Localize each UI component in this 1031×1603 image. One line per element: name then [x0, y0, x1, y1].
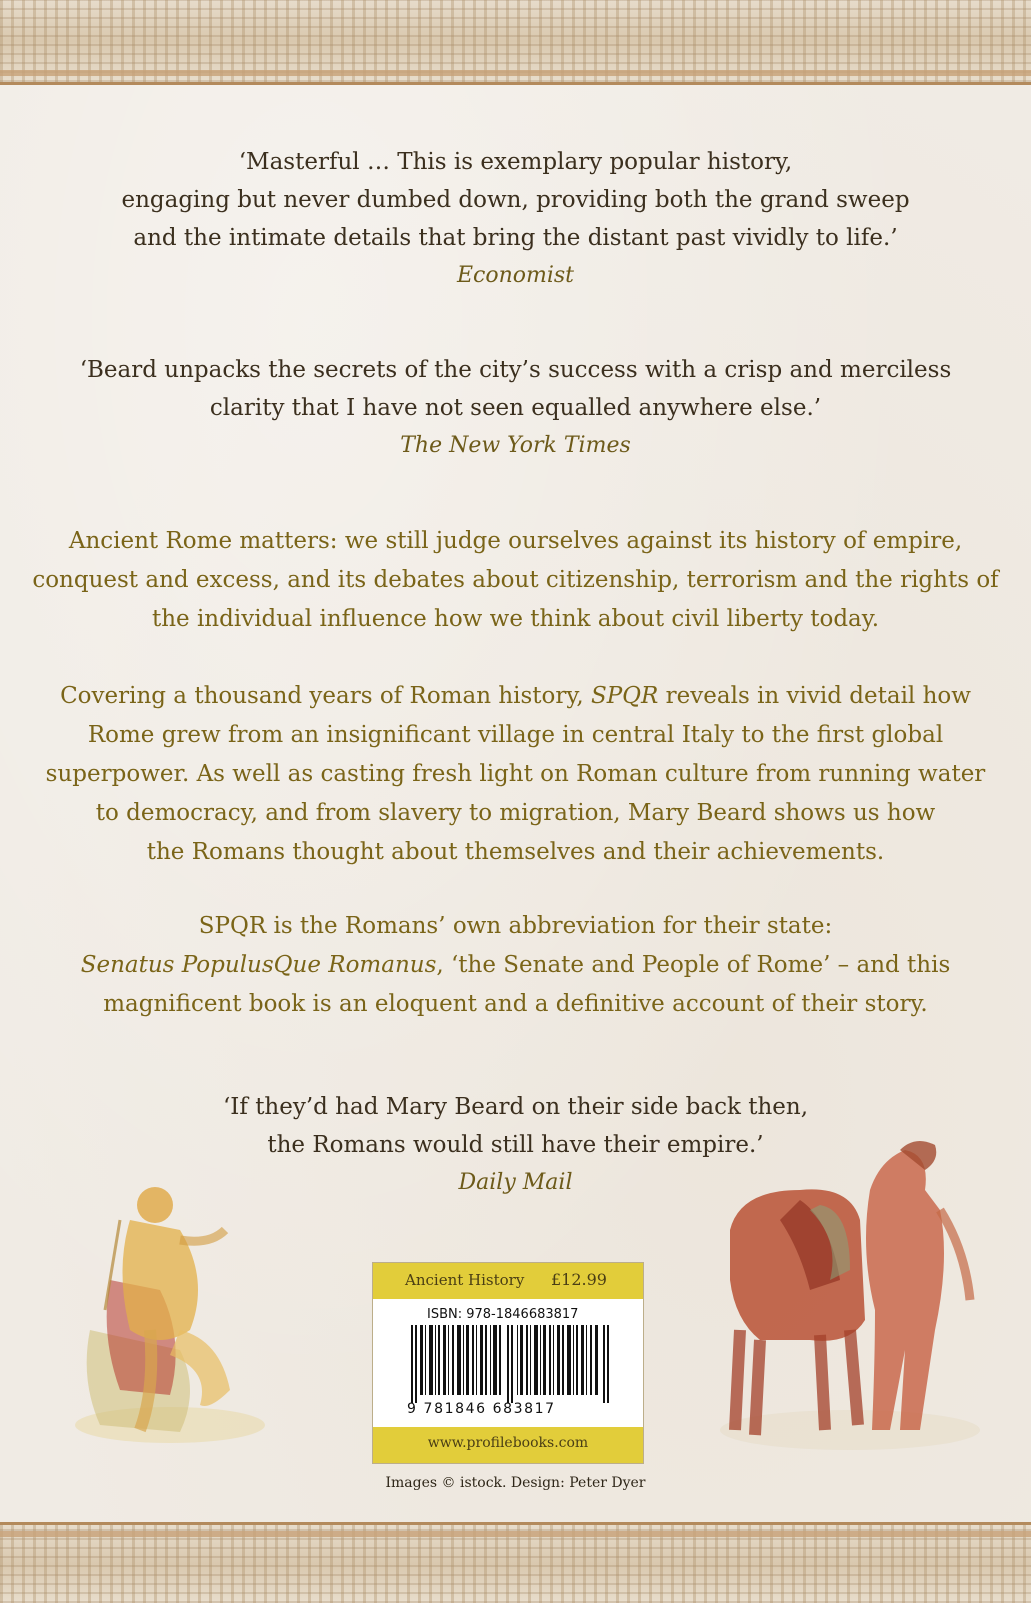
- publisher-url: www.profilebooks.com: [427, 1435, 589, 1451]
- blurb-line: SPQR is the Romans’ own abbreviation for their state:: [198, 913, 833, 939]
- blurb-text: reveals in vivid detail how: [658, 683, 971, 709]
- book-title-italic: SPQR: [590, 683, 659, 709]
- blurb-paragraph-1: [0, 522, 1031, 639]
- bottom-decorative-border: [0, 1522, 1031, 1603]
- blurb-line: Rome grew from an insignificant village in central Italy to the first global: [87, 722, 944, 748]
- barcode-digits: 9 781846 683817: [407, 1401, 556, 1417]
- blurb-paragraph-2: [0, 677, 1031, 872]
- blurb-line: magnificent book is an eloquent and a definitive account of their story.: [103, 991, 928, 1017]
- quote-line: and the intimate details that bring the distant past vividly to life.’: [133, 225, 898, 251]
- blurb-line: conquest and excess, and its debates about citizenship, terrorism and the rights of: [32, 567, 999, 593]
- blurb-line: superpower. As well as casting fresh light on Roman culture from running water: [45, 761, 986, 787]
- blurb-line: the individual influence how we think about civil liberty today.: [151, 606, 880, 632]
- quote-line: the Romans would still have their empire.’: [267, 1132, 764, 1158]
- latin-phrase-italic: Senatus PopulusQue Romanus: [80, 952, 437, 978]
- horse-and-man-fresco-image: [700, 1130, 1000, 1460]
- blurb-paragraph-3: [0, 907, 1031, 1024]
- quote-source: Daily Mail: [458, 1170, 573, 1195]
- quote-source: The New York Times: [400, 433, 631, 458]
- quote-line: ‘If they’d had Mary Beard on their side back then,: [222, 1094, 809, 1120]
- price-label: £12.99: [551, 1270, 607, 1289]
- blurb-line: the Romans thought about themselves and their achievements.: [146, 839, 885, 865]
- quote-line: ‘Beard unpacks the secrets of the city’s success with a crisp and merciless: [79, 357, 952, 383]
- review-quote-economist: [0, 143, 1031, 295]
- image-design-credits: Images © istock. Design: Peter Dyer: [385, 1475, 646, 1491]
- quote-line: clarity that I have not seen equalled anywhere else.’: [209, 395, 822, 421]
- quote-source: Economist: [456, 263, 575, 288]
- review-quote-nyt: [0, 351, 1031, 465]
- barcode-price-box: [372, 1262, 644, 1464]
- blurb-line: to democracy, and from slavery to migration, Mary Beard shows us how: [95, 800, 936, 826]
- blurb-text: , ‘the Senate and People of Rome’ – and this: [436, 952, 951, 978]
- quote-line: ‘Masterful … This is exemplary popular history,: [238, 149, 793, 175]
- blurb-text: Covering a thousand years of Roman history,: [60, 683, 591, 709]
- blurb-line: Ancient Rome matters: we still judge ourselves against its history of empire,: [68, 528, 963, 554]
- isbn-label: ISBN: 978-1846683817: [427, 1307, 579, 1322]
- category-label: Ancient History: [405, 1271, 525, 1289]
- quote-line: engaging but never dumbed down, providing both the grand sweep: [121, 187, 910, 213]
- barcode-bars-image: [411, 1325, 611, 1403]
- blurb-line: [0, 946, 1031, 985]
- top-decorative-border: [0, 0, 1031, 85]
- blurb-line: [0, 677, 1031, 716]
- seated-figure-fresco-image: [60, 1160, 270, 1450]
